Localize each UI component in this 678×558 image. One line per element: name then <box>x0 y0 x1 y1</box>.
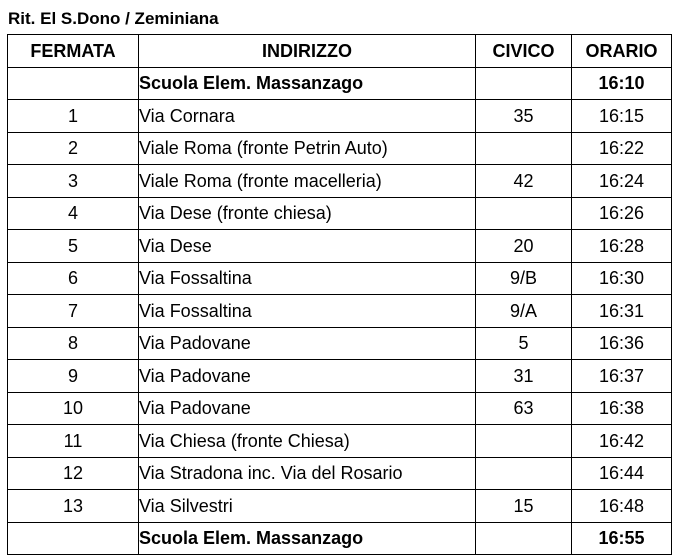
cell-orario: 16:36 <box>572 327 672 360</box>
cell-orario: 16:55 <box>572 522 672 555</box>
cell-indirizzo: Via Chiesa (fronte Chiesa) <box>139 425 476 458</box>
cell-orario: 16:22 <box>572 132 672 165</box>
cell-indirizzo: Via Dese <box>139 230 476 263</box>
cell-orario: 16:30 <box>572 262 672 295</box>
table-row <box>8 67 672 100</box>
cell-civico: 31 <box>476 360 572 393</box>
cell-indirizzo: Scuola Elem. Massanzago <box>139 522 476 555</box>
table-row <box>8 295 672 328</box>
cell-orario: 16:26 <box>572 197 672 230</box>
cell-civico: 5 <box>476 327 572 360</box>
cell-fermata: 6 <box>8 262 139 295</box>
header-orario: ORARIO <box>572 35 672 68</box>
cell-civico <box>476 425 572 458</box>
cell-indirizzo: Scuola Elem. Massanzago <box>139 67 476 100</box>
cell-civico: 42 <box>476 165 572 198</box>
cell-indirizzo: Via Silvestri <box>139 490 476 523</box>
cell-orario: 16:38 <box>572 392 672 425</box>
cell-fermata: 1 <box>8 100 139 133</box>
table-row <box>8 522 672 555</box>
cell-civico: 35 <box>476 100 572 133</box>
cell-fermata: 7 <box>8 295 139 328</box>
cell-orario: 16:42 <box>572 425 672 458</box>
cell-orario: 16:28 <box>572 230 672 263</box>
cell-civico: 63 <box>476 392 572 425</box>
table-header-row <box>8 35 672 68</box>
cell-indirizzo: Via Fossaltina <box>139 295 476 328</box>
cell-indirizzo: Viale Roma (fronte macelleria) <box>139 165 476 198</box>
cell-civico: 9/B <box>476 262 572 295</box>
cell-fermata: 2 <box>8 132 139 165</box>
cell-civico <box>476 197 572 230</box>
cell-civico <box>476 522 572 555</box>
cell-fermata: 8 <box>8 327 139 360</box>
page-title: Rit. El S.Dono / Zeminiana <box>8 9 219 28</box>
table-row <box>8 262 672 295</box>
cell-orario: 16:48 <box>572 490 672 523</box>
table-row <box>8 100 672 133</box>
header-fermata: FERMATA <box>8 35 139 68</box>
cell-fermata: 3 <box>8 165 139 198</box>
cell-fermata: 5 <box>8 230 139 263</box>
cell-civico: 9/A <box>476 295 572 328</box>
cell-orario: 16:15 <box>572 100 672 133</box>
cell-fermata: 10 <box>8 392 139 425</box>
table-row <box>8 360 672 393</box>
cell-orario: 16:24 <box>572 165 672 198</box>
cell-indirizzo: Via Fossaltina <box>139 262 476 295</box>
cell-fermata: 13 <box>8 490 139 523</box>
cell-fermata: 4 <box>8 197 139 230</box>
cell-civico <box>476 132 572 165</box>
cell-civico: 15 <box>476 490 572 523</box>
cell-indirizzo: Via Padovane <box>139 327 476 360</box>
cell-fermata <box>8 522 139 555</box>
table-row <box>8 197 672 230</box>
cell-orario: 16:37 <box>572 360 672 393</box>
cell-civico <box>476 457 572 490</box>
cell-orario: 16:10 <box>572 67 672 100</box>
cell-indirizzo: Viale Roma (fronte Petrin Auto) <box>139 132 476 165</box>
table-row <box>8 457 672 490</box>
table-row <box>8 230 672 263</box>
cell-fermata: 11 <box>8 425 139 458</box>
cell-orario: 16:31 <box>572 295 672 328</box>
table-row <box>8 392 672 425</box>
table-row <box>8 490 672 523</box>
cell-fermata: 9 <box>8 360 139 393</box>
cell-civico: 20 <box>476 230 572 263</box>
header-indirizzo: INDIRIZZO <box>139 35 476 68</box>
cell-indirizzo: Via Cornara <box>139 100 476 133</box>
table-row <box>8 327 672 360</box>
table-row <box>8 132 672 165</box>
table-row <box>8 165 672 198</box>
cell-indirizzo: Via Stradona inc. Via del Rosario <box>139 457 476 490</box>
cell-fermata: 12 <box>8 457 139 490</box>
cell-indirizzo: Via Padovane <box>139 360 476 393</box>
cell-fermata <box>8 67 139 100</box>
header-civico: CIVICO <box>476 35 572 68</box>
cell-indirizzo: Via Padovane <box>139 392 476 425</box>
cell-orario: 16:44 <box>572 457 672 490</box>
cell-indirizzo: Via Dese (fronte chiesa) <box>139 197 476 230</box>
cell-civico <box>476 67 572 100</box>
bus-schedule-table <box>7 34 672 555</box>
table-row <box>8 425 672 458</box>
